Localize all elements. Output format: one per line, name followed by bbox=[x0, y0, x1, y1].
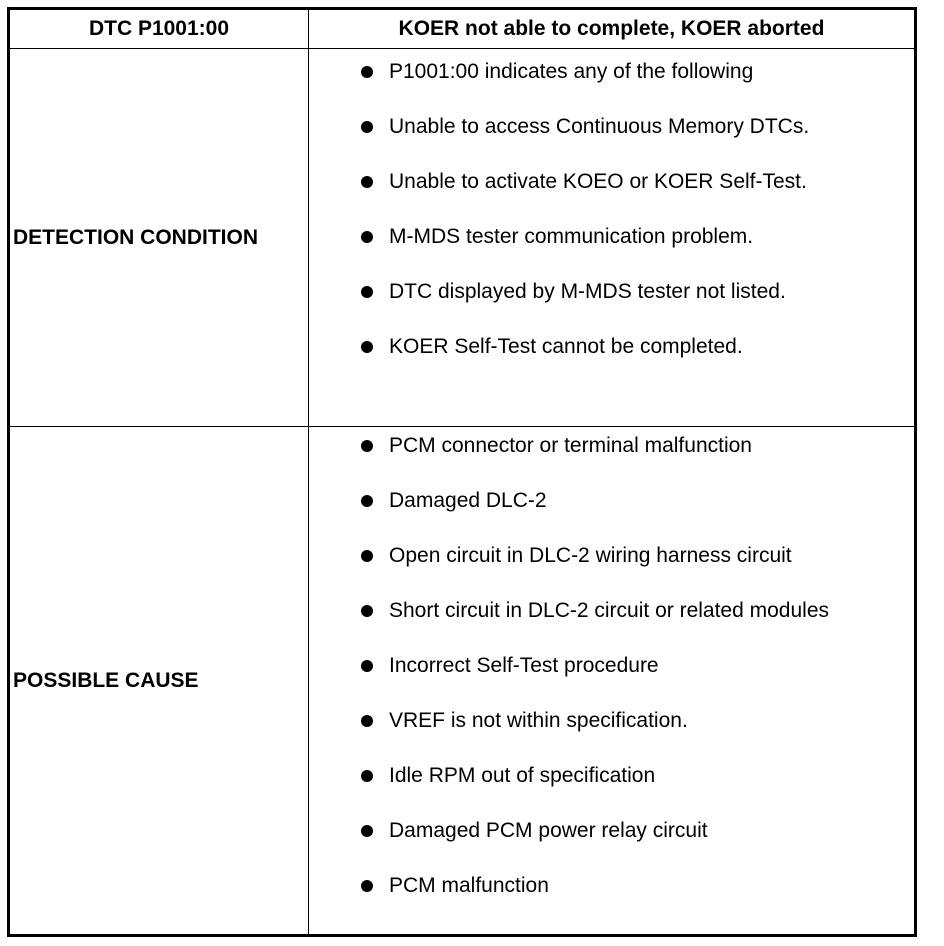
list-item: DTC displayed by M-MDS tester not listed. bbox=[309, 277, 914, 307]
bullet-icon bbox=[361, 176, 373, 188]
dtc-code: DTC P1001:00 bbox=[9, 9, 309, 49]
detection-condition-list bbox=[309, 57, 914, 362]
list-item: Incorrect Self-Test procedure bbox=[309, 651, 914, 681]
list-item: Open circuit in DLC-2 wiring harness circuit bbox=[309, 541, 914, 571]
bullet-icon bbox=[361, 495, 373, 507]
list-item: M-MDS tester communication problem. bbox=[309, 222, 914, 252]
detection-condition-label: DETECTION CONDITION bbox=[9, 49, 309, 427]
dtc-table bbox=[7, 7, 917, 937]
bullet-icon bbox=[361, 660, 373, 672]
list-item: Idle RPM out of specification bbox=[309, 761, 914, 791]
bullet-icon bbox=[361, 770, 373, 782]
list-item: Damaged DLC-2 bbox=[309, 486, 914, 516]
possible-cause-cell bbox=[309, 427, 916, 936]
list-item: P1001:00 indicates any of the following bbox=[309, 57, 914, 87]
possible-cause-label: POSSIBLE CAUSE bbox=[9, 427, 309, 936]
list-item: PCM connector or terminal malfunction bbox=[309, 431, 914, 461]
possible-cause-list bbox=[309, 431, 914, 901]
bullet-icon bbox=[361, 341, 373, 353]
bullet-icon bbox=[361, 880, 373, 892]
bullet-icon bbox=[361, 550, 373, 562]
bullet-icon bbox=[361, 286, 373, 298]
list-item: Short circuit in DLC-2 circuit or related modules bbox=[309, 596, 914, 626]
possible-cause-row bbox=[9, 427, 916, 936]
bullet-icon bbox=[361, 605, 373, 617]
dtc-description: KOER not able to complete, KOER aborted bbox=[309, 9, 916, 49]
detection-condition-cell bbox=[309, 49, 916, 427]
list-item: KOER Self-Test cannot be completed. bbox=[309, 332, 914, 362]
list-item: Unable to access Continuous Memory DTCs. bbox=[309, 112, 914, 142]
bullet-icon bbox=[361, 825, 373, 837]
bullet-icon bbox=[361, 121, 373, 133]
list-item: VREF is not within specification. bbox=[309, 706, 914, 736]
bullet-icon bbox=[361, 231, 373, 243]
list-item: PCM malfunction bbox=[309, 871, 914, 901]
header-row bbox=[9, 9, 916, 49]
bullet-icon bbox=[361, 715, 373, 727]
bullet-icon bbox=[361, 440, 373, 452]
list-item: Damaged PCM power relay circuit bbox=[309, 816, 914, 846]
bullet-icon bbox=[361, 66, 373, 78]
detection-condition-row bbox=[9, 49, 916, 427]
list-item: Unable to activate KOEO or KOER Self-Test. bbox=[309, 167, 914, 197]
